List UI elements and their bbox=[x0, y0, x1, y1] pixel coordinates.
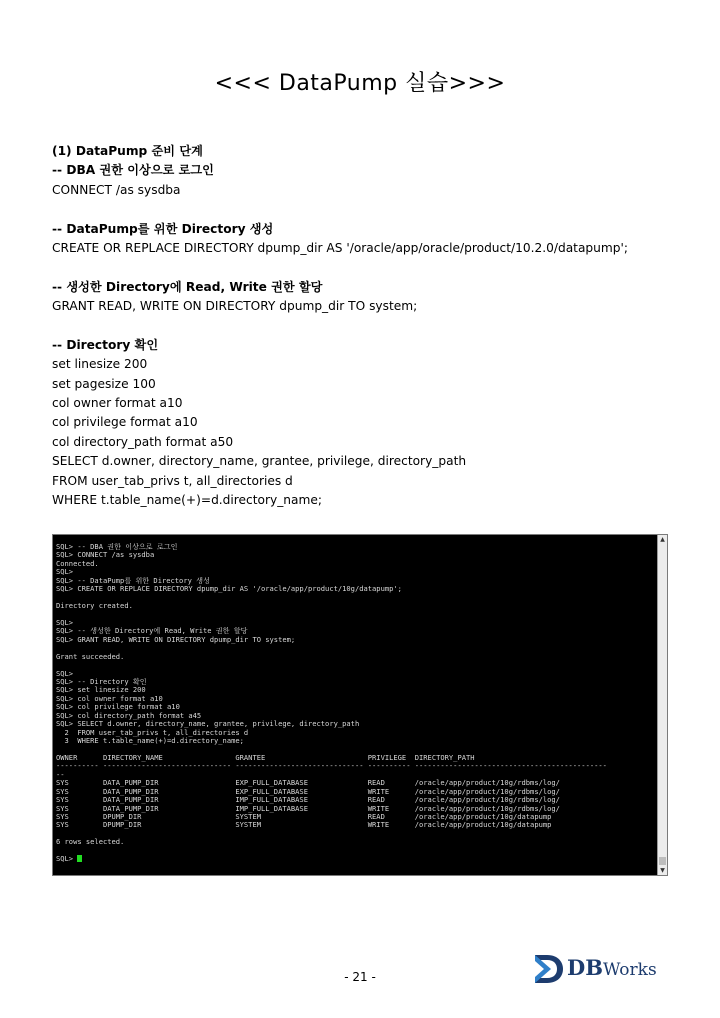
scroll-down-arrow-icon[interactable]: ▼ bbox=[660, 867, 665, 874]
code-line: CONNECT /as sysdba bbox=[52, 182, 181, 197]
terminal-line: SQL> -- 생성한 Directory에 Read, Write 권한 할당 bbox=[56, 626, 248, 636]
code-line: set pagesize 100 bbox=[52, 376, 156, 391]
code-line: WHERE t.table_name(+)=d.directory_name; bbox=[52, 493, 322, 508]
terminal-line: SQL> col privilege format a10 bbox=[56, 702, 180, 712]
terminal-line: OWNER DIRECTORY_NAME GRANTEE PRIVILEGE DIRECTORY_PATH bbox=[56, 752, 475, 762]
code-line: GRANT READ, WRITE ON DIRECTORY dpump_dir TO system; bbox=[52, 299, 418, 314]
scroll-thumb[interactable] bbox=[659, 857, 666, 865]
terminal-line: Grant succeeded. bbox=[56, 651, 125, 661]
terminal-line: 2 FROM user_tab_privs t, all_directories d bbox=[56, 727, 249, 737]
terminal-line: SQL> -- Directory 확인 bbox=[56, 677, 147, 686]
terminal-line: 6 rows selected. bbox=[56, 837, 125, 847]
terminal-prompt: SQL> bbox=[56, 854, 78, 864]
terminal-line: SQL> col owner format a10 bbox=[56, 693, 163, 703]
terminal-line: SYS DATA_PUMP_DIR EXP_FULL_DATABASE READ /oracle/app/product/10g/rdbms/log/ bbox=[56, 778, 560, 788]
terminal-line: SQL> col directory_path format a45 bbox=[56, 710, 202, 720]
page-title: <<< DataPump 실습>>> bbox=[214, 71, 506, 96]
terminal-line: SQL> CREATE OR REPLACE DIRECTORY dpump_dir AS '/oracle/app/product/10g/datapump'; bbox=[56, 584, 402, 594]
scroll-up-arrow-icon[interactable]: ▲ bbox=[660, 536, 665, 543]
terminal-line: SQL> set linesize 200 bbox=[56, 685, 146, 695]
terminal-line bbox=[56, 594, 658, 602]
terminal-scrollbar[interactable] bbox=[657, 535, 667, 875]
code-line: col directory_path format a50 bbox=[52, 434, 234, 449]
logo-wordmark bbox=[567, 955, 657, 980]
terminal-prompt-line[interactable] bbox=[56, 855, 658, 863]
terminal-output bbox=[56, 543, 658, 864]
dbworks-logo bbox=[533, 952, 673, 986]
section-heading: -- DBA 권한 이상으로 로그인 bbox=[52, 163, 214, 178]
section-heading: -- DataPump를 위한 Directory 생성 bbox=[52, 221, 274, 236]
terminal-line: SQL> CONNECT /as sysdba bbox=[56, 550, 155, 560]
section-gap bbox=[52, 317, 682, 336]
section-heading: -- 생성한 Directory에 Read, Write 권한 할당 bbox=[52, 279, 323, 294]
terminal-line bbox=[56, 830, 658, 838]
terminal-line: SYS DATA_PUMP_DIR IMP_FULL_DATABASE READ /oracle/app/product/10g/rdbms/log/ bbox=[56, 795, 560, 805]
section-heading: -- Directory 확인 bbox=[52, 337, 159, 352]
code-line: col owner format a10 bbox=[52, 396, 183, 411]
code-line: set linesize 200 bbox=[52, 357, 148, 372]
page-number: - 21 - bbox=[344, 970, 376, 984]
terminal-line: Directory created. bbox=[56, 601, 133, 611]
code-line: SELECT d.owner, directory_name, grantee, privilege, directory_path bbox=[52, 454, 467, 469]
terminal-line: SQL> bbox=[56, 617, 74, 627]
terminal-line bbox=[56, 847, 658, 855]
terminal-line: SYS DATA_PUMP_DIR EXP_FULL_DATABASE WRITE /oracle/app/product/10g/rdbms/log/ bbox=[56, 786, 560, 796]
terminal-line: -- bbox=[56, 769, 65, 779]
terminal-line: SQL> bbox=[56, 567, 74, 577]
logo-db-text: DB bbox=[567, 955, 603, 980]
terminal-line: SQL> GRANT READ, WRITE ON DIRECTORY dpump_dir TO system; bbox=[56, 634, 296, 644]
section-heading: (1) DataPump 준비 단계 bbox=[52, 144, 203, 158]
code-line: FROM user_tab_privs t, all_directories d bbox=[52, 473, 293, 488]
terminal-line bbox=[56, 661, 658, 669]
sql-terminal-screenshot bbox=[52, 534, 668, 876]
terminal-line bbox=[56, 611, 658, 619]
terminal-line: SQL> bbox=[56, 668, 74, 678]
terminal-line: SYS DPUMP_DIR SYSTEM WRITE /oracle/app/product/10g/datapump bbox=[56, 820, 552, 830]
terminal-line: 3 WHERE t.table_name(+)=d.directory_name; bbox=[56, 736, 244, 746]
terminal-cursor-icon bbox=[77, 855, 82, 862]
dbworks-logo-icon bbox=[533, 952, 565, 986]
terminal-line bbox=[56, 644, 658, 652]
logo-works-text: Works bbox=[602, 960, 657, 980]
terminal-line: SQL> -- DBA 권한 이상으로 로그인 bbox=[56, 542, 178, 551]
code-line: CREATE OR REPLACE DIRECTORY dpump_dir AS '/oracle/app/oracle/product/10.2.0/datapump'; bbox=[52, 240, 628, 255]
terminal-line: SQL> -- DataPump를 위한 Directory 생성 bbox=[56, 575, 210, 585]
document-body bbox=[52, 142, 682, 510]
section-gap bbox=[52, 258, 682, 277]
terminal-line: ---------- ------------------------------ ------------------------------ ---------- --------------------------------------------- bbox=[56, 761, 607, 771]
terminal-line: SYS DATA_PUMP_DIR IMP_FULL_DATABASE WRITE /oracle/app/product/10g/rdbms/log/ bbox=[56, 803, 560, 813]
section-gap bbox=[52, 200, 682, 219]
code-line: col privilege format a10 bbox=[52, 415, 198, 430]
terminal-line: Connected. bbox=[56, 558, 99, 568]
terminal-line: SQL> SELECT d.owner, directory_name, grantee, privilege, directory_path bbox=[56, 719, 360, 729]
terminal-line: SYS DPUMP_DIR SYSTEM READ /oracle/app/product/10g/datapump bbox=[56, 812, 552, 821]
